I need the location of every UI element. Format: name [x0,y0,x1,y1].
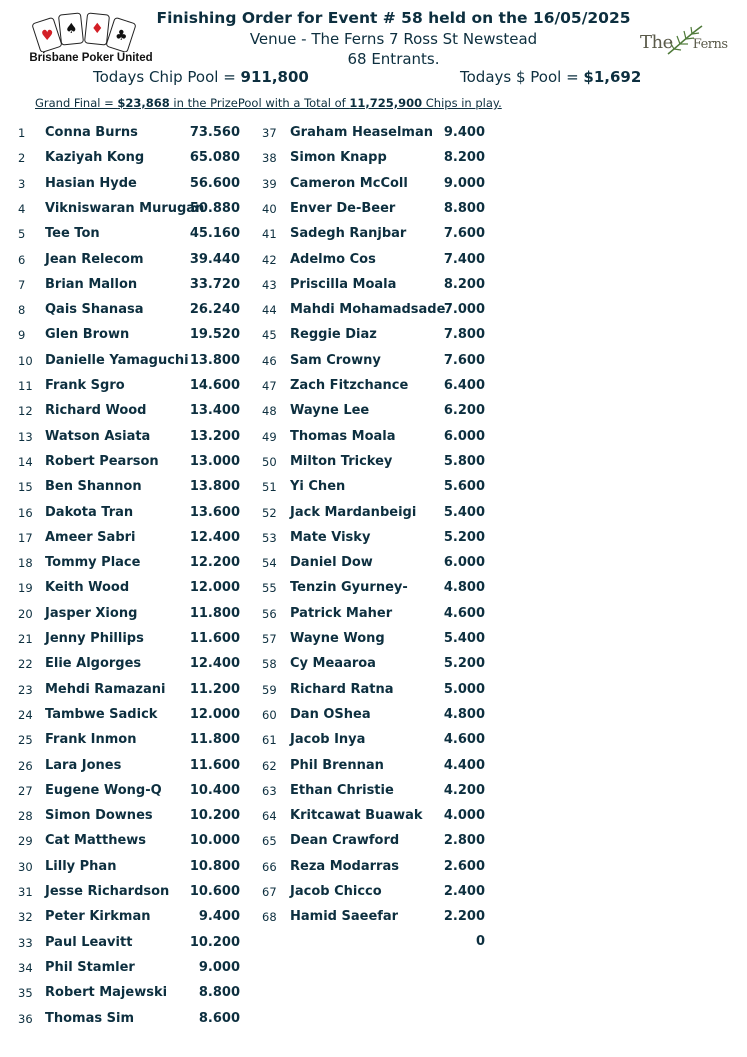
finish-row [0,656,747,674]
chip-count: 10.200 [189,934,240,950]
finish-row [0,201,747,219]
player-name: Sam Crowny [290,352,381,368]
player-name: Jesse Richardson [45,884,170,899]
finish-position: 27 [18,783,33,798]
player-name: Graham Heaselman [290,125,434,140]
finish-position: 7 [18,277,26,292]
finish-row [0,530,747,548]
finish-position: 8 [18,303,26,318]
player-name: Jacob Inya [290,732,366,748]
chip-pool-value: 911,800 [240,68,309,86]
chip-count: 9.000 [198,959,240,975]
player-name: Keith Wood [45,580,130,596]
finish-position: 25 [18,733,33,748]
finish-position: 61 [262,733,277,748]
finish-position: 10 [18,353,33,368]
finish-position: 14 [18,454,33,469]
player-name: Cat Matthews [45,833,147,849]
finish-position: 30 [18,859,33,874]
finish-row [0,125,747,143]
finish-position: 17 [18,530,33,545]
player-name: Peter Kirkman [45,909,151,925]
player-name: Priscilla Moala [290,276,397,292]
player-name: Qais Shanasa [45,302,144,318]
chip-count: 14.600 [189,378,240,393]
player-name: Cameron McColl [290,175,408,191]
finish-position: 39 [262,176,277,191]
chip-count: 5.200 [443,656,485,672]
player-name: Reza Modarras [290,858,399,874]
player-name: Patrick Maher [290,605,393,621]
chip-count: 26.240 [189,302,240,318]
chip-count: 6.200 [443,403,485,419]
finish-position: 54 [262,556,277,571]
chip-count: 5.200 [443,529,485,545]
grand-final-note: Grand Final = $23,868 in the PrizePool with a Total of 11,725,900 Chips in play. [35,96,502,110]
player-name: Tambwe Sadick [45,706,158,722]
player-name: Zach Fitzchance [290,378,409,393]
player-name: Thomas Moala [290,428,396,444]
chip-count: 73.560 [189,125,240,140]
finish-row [0,758,747,776]
finish-position: 46 [262,353,277,368]
finish-position: 48 [262,404,277,419]
finish-row [0,808,747,826]
finish-row [0,327,747,345]
player-name: Dean Crawford [290,833,400,849]
finish-row [0,277,747,295]
finish-row [0,378,747,396]
player-name: Mehdi Ramazani [45,681,166,697]
finish-position: 31 [18,885,33,899]
player-name: Daniel Dow [290,555,373,571]
finish-row [0,252,747,270]
player-name: Milton Trickey [290,453,393,469]
finish-position: 68 [262,910,277,925]
player-name: Jasper Xiong [45,605,138,621]
finish-row [0,631,747,649]
chip-count: 12.400 [189,529,240,545]
chip-count: 5.800 [443,453,485,469]
venue-line: Venue - The Ferns 7 Ross St Newstead [249,30,538,48]
finish-row [0,985,747,1003]
finish-position: 41 [262,227,277,242]
chip-count: 11.200 [189,681,240,697]
chip-count: 9.400 [443,125,485,140]
chip-count: 56.600 [189,175,240,191]
chip-count: 8.200 [443,150,485,166]
finish-position: 23 [18,682,33,697]
chip-count: 13.000 [189,453,240,469]
chip-count: 7.000 [443,302,485,318]
finish-row [0,707,747,725]
finish-row [0,884,747,902]
finish-row [0,555,747,573]
finish-position: 13 [18,429,33,444]
player-name: Vikniswaran Murugan [45,200,205,216]
finish-position: 9 [18,328,26,343]
chip-count: 10.800 [189,858,240,874]
svg-text:♠: ♠ [65,21,78,37]
finish-position: 38 [262,151,277,166]
player-name: Adelmo Cos [290,251,376,267]
player-name: Tee Ton [45,226,100,242]
logo-text: Brisbane Poker United [29,52,153,64]
chip-count: 13.200 [189,428,240,444]
player-name: Thomas Sim [45,1010,135,1026]
chip-count: 33.720 [189,276,240,292]
player-name: Simon Downes [45,808,153,824]
player-name: Tommy Place [45,555,141,571]
finish-row [0,935,747,953]
finish-position: 60 [262,707,277,722]
finish-position: 19 [18,581,33,596]
finish-position: 55 [262,581,277,596]
finish-position: 53 [262,530,277,545]
player-name: Enver De-Beer [290,200,396,216]
finish-row [0,429,747,447]
chip-count: 5.400 [443,631,485,646]
chip-count: 5.000 [443,681,485,697]
chip-count: 6.000 [443,428,485,444]
player-name: Mate Visky [290,529,371,545]
player-name: Ben Shannon [45,479,142,495]
finish-position: 45 [262,328,277,343]
finish-position: 50 [262,454,277,469]
player-name: Kritcawat Buawak [290,808,423,824]
player-name: Lilly Phan [45,858,117,874]
finish-position: 16 [18,505,33,520]
player-name: Robert Majewski [45,985,168,1001]
finish-row [0,176,747,194]
player-name: Sadegh Ranjbar [290,226,407,242]
chip-count: 7.800 [443,327,485,343]
finish-position: 33 [18,935,33,950]
finish-position: 12 [18,404,33,419]
entrants-count: 68 Entrants. [347,50,440,68]
finish-position: 35 [18,986,33,1001]
chip-pool [93,68,309,86]
chip-count: 8.800 [198,985,240,1001]
chip-count: 11.600 [189,757,240,773]
finish-position: 32 [18,910,33,925]
svg-text:♥: ♥ [41,28,54,44]
chip-count: 2.200 [443,909,485,925]
finish-position: 22 [18,657,33,672]
chip-count: 13.800 [189,479,240,495]
finish-position: 24 [18,707,33,722]
finish-position: 3 [18,176,26,191]
the-ferns-logo-text: The Ferns [640,32,728,53]
finish-row [0,859,747,877]
player-name: Cy Meaaroa [290,656,376,672]
finish-row [0,682,747,700]
grand-final-chips: 11,725,900 [349,96,423,110]
finish-position: 62 [262,758,277,773]
chip-count: 4.600 [443,605,485,621]
chip-count: 4.800 [443,706,485,722]
finish-position: 67 [262,885,277,899]
chip-count: 39.440 [189,251,240,267]
player-name: Paul Leavitt [45,934,133,950]
chip-count: 8.600 [198,1010,240,1026]
chip-count: 9.400 [198,909,240,925]
player-name: Wayne Wong [290,631,385,646]
finish-position: 29 [18,834,33,849]
chip-count: 50.880 [189,200,240,216]
finish-position: 18 [18,556,33,571]
finish-position: 4 [18,201,26,216]
chip-count: 4.600 [443,732,485,748]
finish-position: 20 [18,606,33,621]
finish-position: 34 [18,960,33,975]
chip-count: 12.000 [189,580,240,596]
chip-count: 45.160 [189,226,240,242]
chip-count: 12.200 [189,555,240,571]
column-2-total: 0 [475,934,485,949]
player-name: Ethan Christie [290,782,394,798]
chip-count: 10.000 [189,833,240,849]
finish-row [0,505,747,523]
finish-position: 65 [262,834,277,849]
player-name: Watson Asiata [45,428,151,444]
chip-count: 12.400 [189,656,240,672]
finish-position: 15 [18,480,33,495]
chip-count: 2.600 [443,858,485,874]
finish-row [0,732,747,750]
finish-row [0,479,747,497]
chip-count: 4.200 [443,782,485,798]
chip-count: 7.600 [443,226,485,242]
finish-row [0,226,747,244]
chip-count: 10.200 [189,808,240,824]
svg-text:♣: ♣ [115,28,128,44]
finish-position: 49 [262,429,277,444]
player-name: Danielle Yamaguchi [45,352,189,368]
dollar-pool-value: $1,692 [583,68,642,86]
finish-row [0,353,747,371]
finish-row [0,833,747,851]
chip-count: 10.400 [189,782,240,798]
player-name: Jack Mardanbeigi [290,504,417,520]
finish-position: 51 [262,480,277,495]
player-name: Elie Algorges [45,656,142,672]
player-name: Glen Brown [45,327,130,343]
player-name: Kaziyah Kong [45,150,145,166]
player-name: Wayne Lee [290,403,370,419]
finish-position: 42 [262,252,277,267]
chip-count: 19.520 [189,327,240,343]
finish-position: 58 [262,657,277,672]
finish-position: 5 [18,227,26,242]
player-name: Dan OShea [290,706,371,722]
chip-count: 12.000 [189,706,240,722]
finish-position: 6 [18,252,26,267]
chip-count: 11.800 [189,732,240,748]
finish-row [0,960,747,978]
player-name: Richard Wood [45,403,147,419]
player-name: Jacob Chicco [290,884,382,899]
finish-position: 36 [18,1011,33,1026]
player-name: Richard Ratna [290,681,394,697]
chip-count: 11.600 [189,631,240,646]
finish-position: 1 [18,126,26,140]
player-name: Phil Brennan [290,757,384,773]
player-name: Jenny Phillips [45,631,144,646]
player-name: Yi Chen [290,479,346,495]
player-name: Hamid Saeefar [290,909,399,925]
finish-row [0,403,747,421]
finish-position: 11 [18,379,33,393]
finish-position: 28 [18,809,33,824]
finish-position: 43 [262,277,277,292]
finish-row [0,606,747,624]
chip-count: 9.000 [443,175,485,191]
finish-position: 40 [262,201,277,216]
finish-row [0,302,747,320]
chip-count: 13.800 [189,352,240,368]
chip-count: 5.600 [443,479,485,495]
chip-count: 5.400 [443,504,485,520]
chip-count: 4.000 [443,808,485,824]
chip-count: 2.400 [443,884,485,899]
dollar-pool [460,68,641,86]
player-name: Conna Burns [45,125,138,140]
finish-position: 52 [262,505,277,520]
player-name: Simon Knapp [290,150,387,166]
player-name: Hasian Hyde [45,175,137,191]
chip-count: 65.080 [189,150,240,166]
finish-row [0,1011,747,1029]
finish-position: 26 [18,758,33,773]
chip-count: 8.800 [443,200,485,216]
player-name: Jean Relecom [45,251,144,267]
finish-position: 59 [262,682,277,697]
chip-count: 10.600 [189,884,240,899]
finish-row [0,580,747,598]
chip-count: 7.400 [443,251,485,267]
chip-count: 4.800 [443,580,485,596]
finish-position: 47 [262,379,277,393]
player-name: Frank Inmon [45,732,137,748]
chip-pool-label: Todays Chip Pool = [93,68,241,86]
finish-position: 44 [262,303,277,318]
chip-count: 7.600 [443,352,485,368]
finish-position: 63 [262,783,277,798]
finish-row [0,783,747,801]
finish-position: 56 [262,606,277,621]
finish-position: 66 [262,859,277,874]
finish-row [0,909,747,927]
chip-count: 4.400 [443,757,485,773]
player-name: Brian Mallon [45,276,138,292]
svg-text:♦: ♦ [91,21,104,37]
player-name: Tenzin Gyurney- [290,580,408,596]
player-name: Eugene Wong-Q [45,782,162,798]
player-name: Ameer Sabri [45,529,136,545]
finish-row [0,150,747,168]
finish-position: 2 [18,151,26,166]
chip-count: 13.600 [189,504,240,520]
player-name: Robert Pearson [45,453,159,469]
player-name: Dakota Tran [45,504,134,520]
finish-row [0,454,747,472]
player-name: Mahdi Mohamadsade [290,302,446,318]
chip-count: 2.800 [443,833,485,849]
player-name: Frank Sgro [45,378,125,393]
player-name: Phil Stamler [45,959,135,975]
chip-count: 6.400 [443,378,485,393]
grand-final-amount: $23,868 [117,96,170,110]
player-name: Lara Jones [45,757,122,773]
player-name: Reggie Diaz [290,327,377,343]
finish-position: 64 [262,809,277,824]
chip-count: 6.000 [443,555,485,571]
finish-position: 21 [18,632,33,646]
chip-count: 13.400 [189,403,240,419]
finish-position: 57 [262,632,277,646]
event-title: Finishing Order for Event # 58 held on the 16/05/2025 [156,9,631,27]
chip-count: 8.200 [443,276,485,292]
chip-count: 11.800 [189,605,240,621]
dollar-pool-label: Todays $ Pool = [460,68,584,86]
finish-position: 37 [262,126,277,140]
